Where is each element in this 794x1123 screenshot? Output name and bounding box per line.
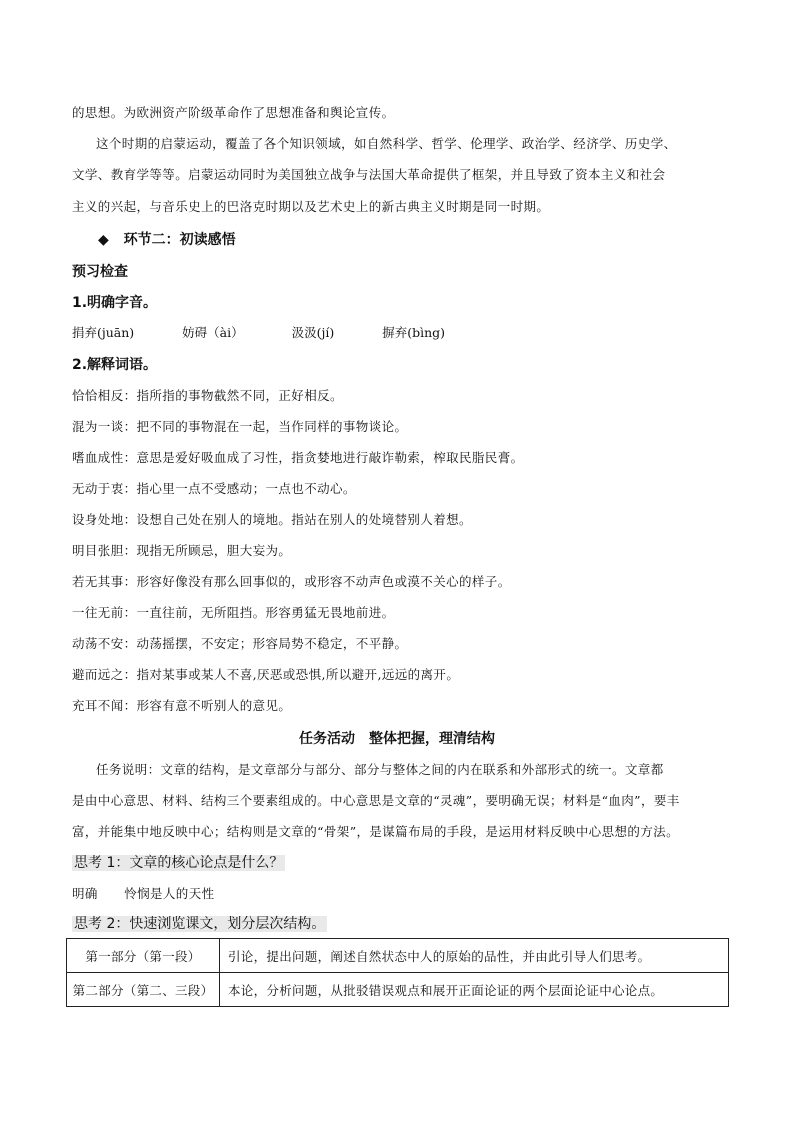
think-question-1 [72, 852, 285, 872]
pinyin-item: 捐弃(juān) [72, 325, 135, 340]
answer-row [72, 884, 215, 902]
preview-check-heading: 预习检查 [72, 264, 128, 280]
term-item: 设身处地：设想自己处在别人的境地。指站在别人的处境替别人着想。 [72, 512, 472, 527]
pinyin-item: 汲汲(jí) [291, 325, 335, 340]
vocabulary-heading: 2.解释词语。 [72, 357, 158, 373]
intro-line-2: 这个时期的启蒙运动，覆盖了各个知识领域，如自然科学、哲学、伦理学、政治学、经济学、历史学、 [96, 136, 677, 151]
section-heading [98, 229, 236, 249]
task-desc-line-2: 是由中心意思、材料、结构三个要素组成的。中心意思是文章的“灵魂”，要明确无误；材料是“血肉”，要丰 [72, 793, 680, 808]
term-item: 恰恰相反：指所指的事物截然不同，正好相反。 [72, 388, 343, 403]
answer-label: 明确 [72, 886, 98, 901]
structure-table [66, 938, 729, 1007]
table-row [67, 973, 729, 1007]
term-item: 无动于衷：指心里一点不受感动；一点也不动心。 [72, 481, 356, 496]
task-desc-line-3: 富，并能集中地反映中心；结构则是文章的“骨架”，是谋篇布局的手段，是运用材料反映中心思想的方法。 [72, 824, 679, 839]
table-cell-content: 引论，提出问题，阐述自然状态中人的原始的品性，并由此引导人们思考。 [220, 939, 729, 973]
term-item: 若无其事：形容好像没有那么回事似的，或形容不动声色或漠不关心的样子。 [72, 574, 511, 589]
term-item: 避而远之：指对某事或某人不喜,厌恶或恐惧,所以避开,远远的离开。 [72, 667, 460, 682]
table-cell-part: 第一部分（第一段） [67, 939, 220, 973]
table-cell-content: 本论，分析问题，从批驳错误观点和展开正面论证的两个层面论证中心论点。 [220, 973, 729, 1007]
term-item: 明目张胆：现指无所顾忌，胆大妄为。 [72, 543, 292, 558]
pronunciation-heading: 1.明确字音。 [72, 295, 158, 311]
term-item: 一往无前：一直往前，无所阻挡。形容勇猛无畏地前进。 [72, 605, 395, 620]
pinyin-item: 妨碍（ài） [182, 325, 244, 340]
think-question-2-text: 思考 2：快速浏览课文，划分层次结构。 [74, 916, 326, 932]
table-row [67, 939, 729, 973]
answer-text: 怜悯是人的天性 [124, 886, 215, 901]
term-item: 充耳不闻：形容有意不听别人的意见。 [72, 698, 292, 713]
term-item: 嗜血成性：意思是爱好吸血成了习性，指贪婪地进行敲诈勒索，榨取民脂民膏。 [72, 450, 524, 465]
intro-line-1: 的思想。为欧洲资产阶级革命作了思想准备和舆论宣传。 [72, 105, 395, 120]
section-title: 环节二：初读感悟 [123, 232, 236, 248]
task-desc-line-1: 任务说明：文章的结构，是文章部分与部分、部分与整体之间的内在联系和外部形式的统一。文章都 [96, 762, 664, 777]
think-question-2 [72, 913, 327, 933]
term-item: 混为一谈：把不同的事物混在一起，当作同样的事物谈论。 [72, 419, 408, 434]
table-cell-part: 第二部分（第二、三段） [67, 973, 220, 1007]
intro-line-3: 文学、教育学等等。启蒙运动同时为美国独立战争与法国大革命提供了框架，并且导致了资本主义和社会 [72, 167, 666, 182]
term-item: 动荡不安：动荡摇摆，不安定；形容局势不稳定，不平静。 [72, 636, 408, 651]
think-question-1-text: 思考 1：文章的核心论点是什么？ [74, 855, 284, 871]
intro-line-4: 主义的兴起，与音乐史上的巴洛克时期以及艺术史上的新古典主义时期是同一时期。 [72, 199, 550, 214]
diamond-bullet-icon: ◆ [98, 232, 109, 248]
pinyin-item: 摒弃(bìng) [382, 325, 446, 340]
pinyin-row [72, 323, 489, 341]
task-title: 任务活动 整体把握，理清结构 [299, 731, 495, 747]
